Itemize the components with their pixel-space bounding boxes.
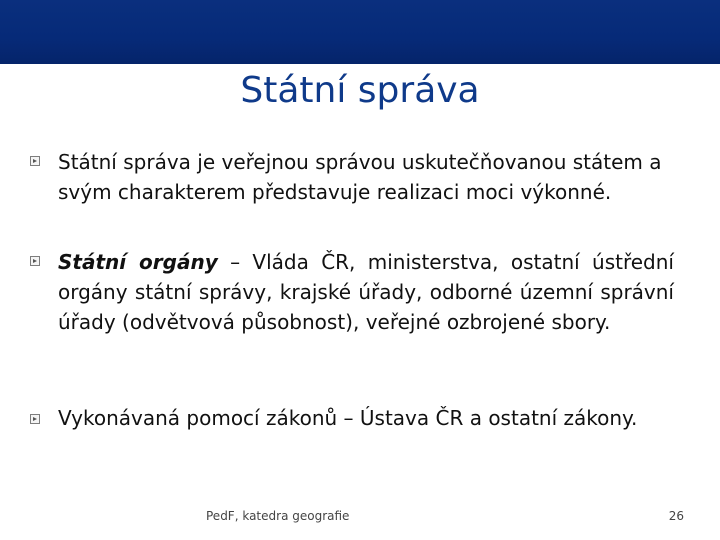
bullet-text-2 [58,247,674,337]
bullet-text-1: Státní správa je veřejnou správou uskutečňovanou státem a svým charakterem představuje realizaci moci výkonné. [58,150,662,204]
bullet-body: – Vláda ČR, ministerstva, ostatní ústřední orgány státní správy, krajské úřady, odborné územní správní úřady (odvětvová působnost), veřejné ozbrojené sbory. [58,250,674,334]
bullet-arrow-icon [30,414,40,424]
page-number: 26 [668,509,684,523]
bullet-arrow-icon [30,156,40,166]
bullet-arrow-icon [30,256,40,266]
bullet-text-3: Vykonávaná pomocí zákonů – Ústava ČR a ostatní zákony. [58,406,638,430]
slide-title: Státní správa [240,70,480,111]
header-band [0,0,720,64]
bullet-lead-term: Státní orgány [58,250,218,274]
footer-text: PedF, katedra geografie [206,509,350,523]
